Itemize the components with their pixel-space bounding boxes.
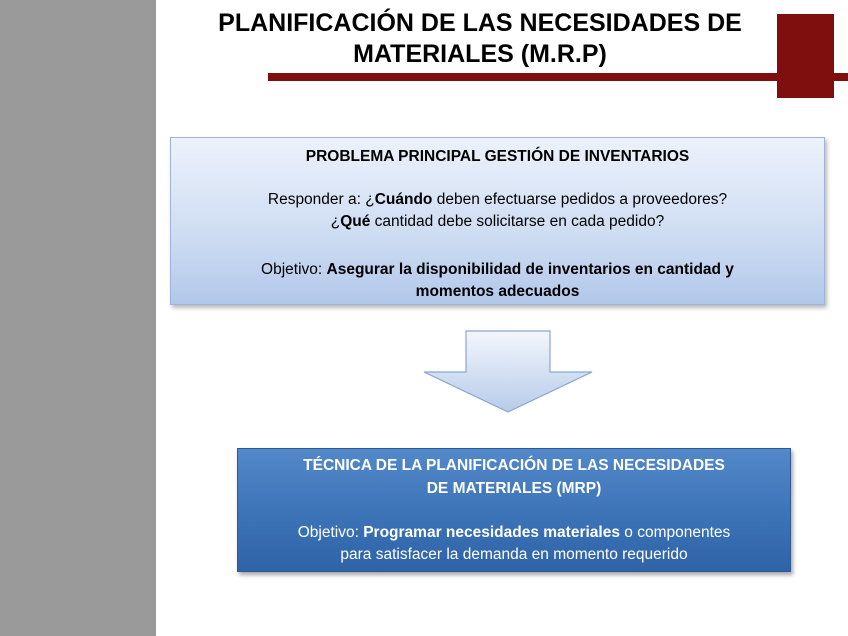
down-arrow-icon <box>422 330 594 414</box>
title-line-1: PLANIFICACIÓN DE LAS NECESIDADES DE <box>218 9 742 37</box>
technique-box <box>237 448 791 572</box>
technique-objective-label: Objetivo: <box>297 524 364 541</box>
question-what-prefix: ¿ <box>330 213 341 230</box>
technique-objective-line-1 <box>238 522 790 544</box>
question-when-rest: deben efectuarse pedidos a proveedores? <box>432 191 728 208</box>
slide-title <box>168 8 792 70</box>
question-what-rest: cantidad debe solicitarse en cada pedido? <box>370 213 665 230</box>
technique-objective-bold: Programar necesidades materiales <box>363 524 620 541</box>
problem-objective-line-1 <box>171 259 824 280</box>
technique-heading-line-1: TÉCNICA DE LA PLANIFICACIÓN DE LAS NECESIDADES <box>303 457 725 474</box>
question-what <box>171 211 824 232</box>
problem-objective-bold-1: Asegurar la disponibilidad de inventarios en cantidad y <box>326 261 734 278</box>
question-when-keyword: Cuándo <box>374 191 433 208</box>
problem-objective-line-2: momentos adecuados <box>415 283 580 300</box>
problem-objective-label: Objetivo: <box>261 261 327 278</box>
question-what-keyword: Qué <box>340 213 371 230</box>
title-underline-bar <box>268 73 848 81</box>
technique-objective-line-2: para satisfacer la demanda en momento requerido <box>340 546 688 563</box>
problem-heading: PROBLEMA PRINCIPAL GESTIÓN DE INVENTARIOS <box>305 148 690 165</box>
problem-box <box>170 137 825 305</box>
question-when <box>171 189 824 210</box>
left-sidebar-band <box>0 0 156 636</box>
title-line-2: MATERIALES (M.R.P) <box>353 40 607 68</box>
question-when-prefix: Responder a: ¿ <box>267 191 375 208</box>
technique-objective-rest: o componentes <box>619 524 731 541</box>
technique-heading-line-2: DE MATERIALES (MRP) <box>426 480 602 497</box>
